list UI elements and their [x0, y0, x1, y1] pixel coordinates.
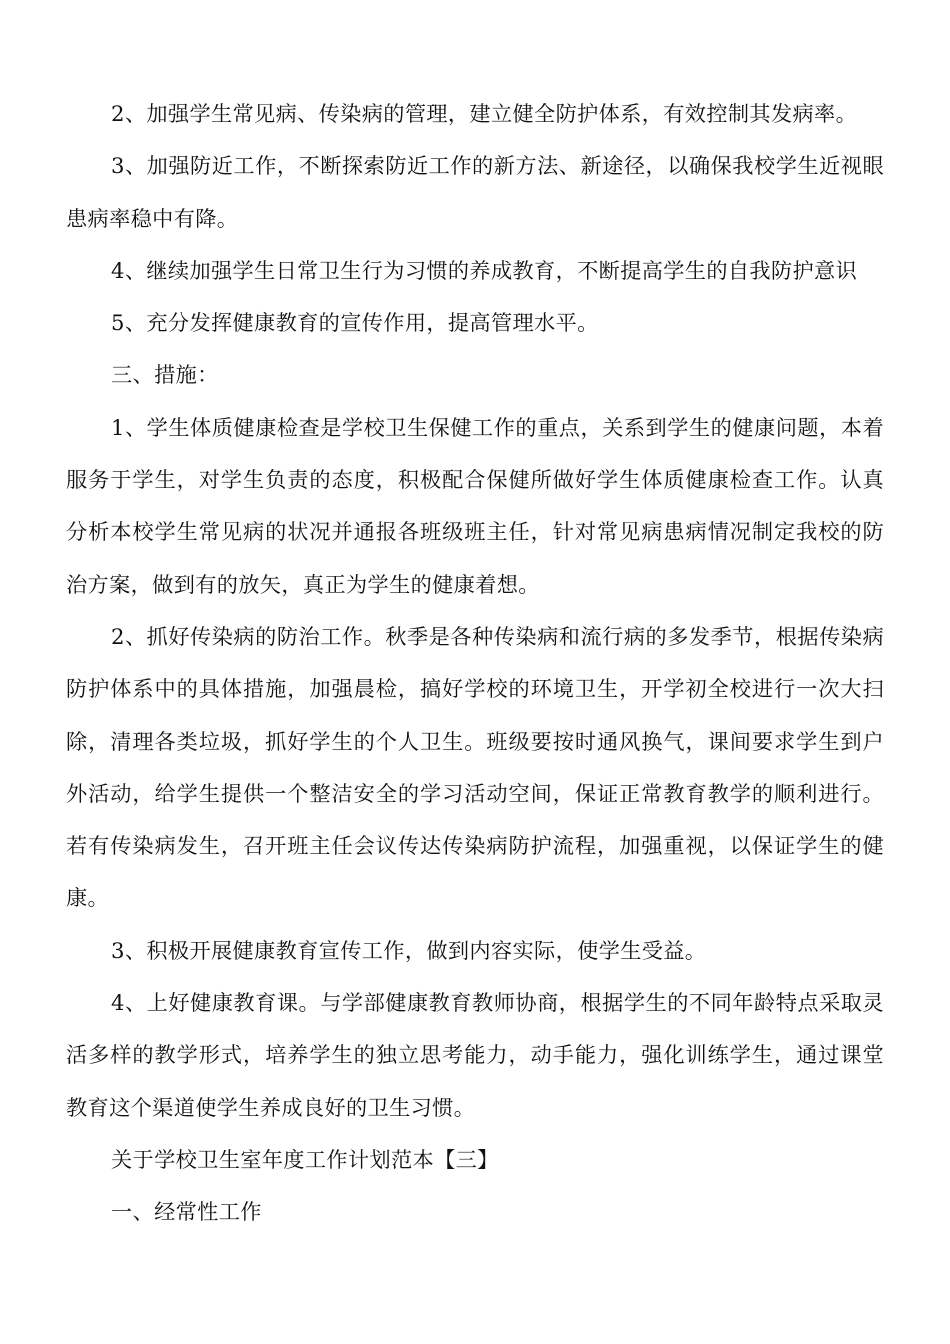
paragraph-goal-5: 5、充分发挥健康教育的宣传作用，提高管理水平。 [111, 310, 599, 336]
paragraph-measure-3: 3、积极开展健康教育宣传工作，做到内容实际，使学生受益。 [111, 937, 707, 963]
paragraph-measure-1: 1、学生体质健康检查是学校卫生保健工作的重点，关系到学生的健康问题，本着服务于学生，对学生负责的态度，积极配合保健所做好学生体质健康检查工作。认真分析本校学生常见病的状况并通报各班级班主任，针对常见病患病情况制定我校的防治方案，做到有的放矢，真正为学生的健康着想。 [66, 414, 884, 597]
section-heading-measures: 三、措施： [111, 362, 219, 388]
paragraph-goal-4: 4、继续加强学生日常卫生行为习惯的养成教育，不断提高学生的自我防护意识 [111, 257, 858, 283]
section-heading-routine-work: 一、经常性工作 [111, 1199, 262, 1225]
paragraph-goal-2: 2、加强学生常见病、传染病的管理，建立健全防护体系，有效控制其发病率。 [111, 101, 858, 126]
document-section-title: 关于学校卫生室年度工作计划范本【三】 [111, 1146, 499, 1172]
document-body [66, 88, 884, 1239]
paragraph-goal-3: 3、加强防近工作，不断探索防近工作的新方法、新途径，以确保我校学生近视眼患病率稳中有降。 [66, 153, 884, 231]
paragraph-measure-4: 4、上好健康教育课。与学部健康教育教师协商，根据学生的不同年龄特点采取灵活多样的教学形式，培养学生的独立思考能力，动手能力，强化训练学生，通过课堂教育这个渠道使学生养成良好的卫生习惯。 [66, 990, 884, 1120]
paragraph-measure-2: 2、抓好传染病的防治工作。秋季是各种传染病和流行病的多发季节，根据传染病防护体系中的具体措施，加强晨检，搞好学校的环境卫生，开学初全校进行一次大扫除，清理各类垃圾，抓好学生的个人卫生。班级要按时通风换气，课间要求学生到户外活动，给学生提供一个整洁安全的学习活动空间，保证正常教育教学的顺利进行。若有传染病发生，召开班主任会议传达传染病防护流程，加强重视，以保证学生的健康。 [66, 623, 884, 911]
